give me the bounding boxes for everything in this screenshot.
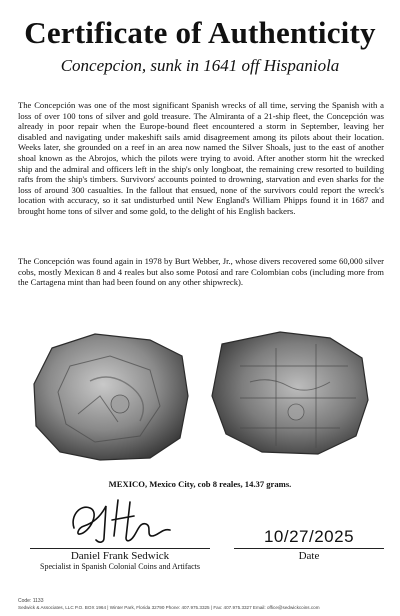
signature-image: [66, 492, 176, 546]
signature-line: [30, 548, 210, 549]
coin-obverse-image: [34, 334, 188, 460]
signer-title: Specialist in Spanish Colonial Coins and Artifacts: [40, 562, 200, 571]
history-paragraph-2: The Concepción was found again in 1978 by Burt Webber, Jr., whose divers recovered some 60,000 silver cobs, mostly Mexican 8 and 4 reales but also some Potosí and rare Colombian cobs (including more from the Cartagena mint than had been found on any other shipwreck).: [18, 256, 384, 288]
certificate-title: Certificate of Authenticity: [24, 15, 376, 50]
coin-caption: MEXICO, Mexico City, cob 8 reales, 14.37 grams.: [108, 479, 292, 489]
coin-photos: [0, 326, 400, 466]
coin-reverse-image: [212, 332, 368, 454]
certificate-code: Code: 1133: [18, 598, 44, 604]
signer-name: Daniel Frank Sedwick: [70, 550, 170, 562]
history-paragraph-1: The Concepción was one of the most significant Spanish wrecks of all time, serving the Spanish with a loss of over 100 tons of silver and gold treasure. The Almiranta of a 21-ship fleet, the Concepción was already in poor repair when the Europe-bound fleet encountered a storm in September, leaving her disabled and navigating under makeshift sails amid disagreement among its pilots about their location. Weeks later, she grounded on a reef in an area now named the Silver Shoals, just to the east of another shoal known as the Abrojos, which the pilots were trying to avoid. After another storm hit the wrecked ship and the admiral and officers left in the ship's only longboat, the remaining crew resorted to building rafts from the ship's timbers. Survivors' accounts pointed to drowning, starvation and even sharks for the loss of around 300 casualties. In the fallout that ensued, none of the survivors could report the wreck's location with accuracy, so it sat undisturbed until New England's William Phipps found it in 1687 and brought home tons of silver and some gold, to the delight of his English backers.: [18, 100, 384, 216]
certificate-date: 10/27/2025: [263, 527, 355, 546]
date-label: Date: [298, 550, 320, 562]
certificate-subtitle: Concepcion, sunk in 1641 off Hispaniola: [60, 56, 340, 75]
date-line: [234, 548, 384, 549]
company-address: Sedwick & Associates, LLC P.O. BOX 1964 | Winter Park, Florida 32790 Phone: 407.975.3325 | Fax: 407.975.3327 Email: office@sedwickcoins.com: [18, 605, 320, 610]
